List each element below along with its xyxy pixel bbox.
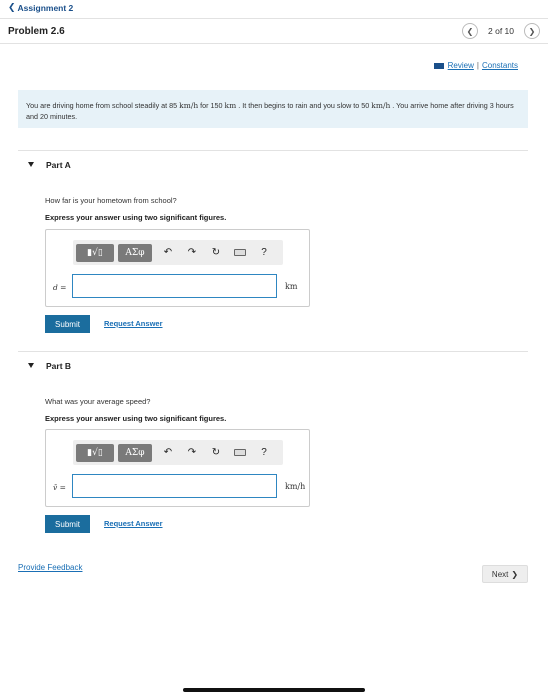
question-text: What was your average speed? xyxy=(45,397,151,406)
keyboard-icon[interactable] xyxy=(232,244,248,262)
resource-links xyxy=(434,61,518,70)
symbols-button[interactable]: ΑΣφ xyxy=(118,244,152,262)
submit-button[interactable]: Submit xyxy=(45,515,90,533)
question-text: How far is your hometown from school? xyxy=(45,196,177,205)
answer-box xyxy=(45,229,310,307)
unit-label: km/h xyxy=(285,482,306,491)
problem-text: You are driving home from school steadily at 85 xyxy=(26,101,180,110)
problem-unit: km xyxy=(224,101,237,110)
pager xyxy=(462,23,540,39)
submit-button[interactable]: Submit xyxy=(45,315,90,333)
chevron-right-icon: ❯ xyxy=(528,26,536,36)
redo-icon[interactable]: ↷ xyxy=(187,247,197,258)
problem-text: for 150 xyxy=(198,101,225,110)
review-link[interactable]: Review xyxy=(447,61,474,70)
undo-icon[interactable]: ↶ xyxy=(163,247,173,258)
provide-feedback-link[interactable]: Provide Feedback xyxy=(18,563,83,572)
home-indicator xyxy=(183,688,365,692)
pager-text: 2 of 10 xyxy=(488,26,514,36)
instruction-text: Express your answer using two significant figures. xyxy=(45,414,227,423)
math-toolbar xyxy=(73,240,283,265)
answer-input[interactable] xyxy=(72,474,277,498)
part-label: Part B xyxy=(46,361,72,371)
templates-button[interactable]: ▮√▯ xyxy=(76,244,114,262)
instruction-text: Express your answer using two significant figures. xyxy=(45,213,227,222)
chevron-right-icon: ❯ xyxy=(511,569,519,579)
keyboard-icon[interactable] xyxy=(232,444,248,462)
reset-icon[interactable]: ↻ xyxy=(211,447,221,458)
undo-icon[interactable]: ↶ xyxy=(163,447,173,458)
back-to-assignment-link[interactable] xyxy=(8,2,73,13)
problem-header xyxy=(0,18,548,44)
problem-text: . It then begins to rain and you slow to 50 xyxy=(236,101,372,110)
answer-input[interactable] xyxy=(72,274,277,298)
prev-problem-button[interactable] xyxy=(462,23,478,39)
next-label: Next xyxy=(491,569,509,579)
variable-label: v̄ = xyxy=(53,483,66,492)
problem-statement xyxy=(18,90,528,128)
part-a-toggle[interactable] xyxy=(18,150,528,180)
part-label: Part A xyxy=(46,160,71,170)
problem-unit: km/h xyxy=(371,101,391,110)
caret-down-icon xyxy=(28,363,34,368)
problem-unit: km/h xyxy=(179,101,199,110)
variable-label: d = xyxy=(53,283,67,292)
part-b-toggle[interactable] xyxy=(18,351,528,381)
templates-button[interactable]: ▮√▯ xyxy=(76,444,114,462)
back-label: Assignment 2 xyxy=(17,2,74,13)
reset-icon[interactable]: ↻ xyxy=(211,247,221,258)
chevron-left-icon: ❮ xyxy=(466,26,474,36)
help-icon[interactable]: ? xyxy=(261,247,267,258)
book-icon xyxy=(434,63,444,69)
request-answer-link[interactable]: Request Answer xyxy=(104,519,163,528)
problem-text: . You arrive home after driving 3 hours and 20 minutes. xyxy=(26,101,514,121)
next-problem-button[interactable] xyxy=(524,23,540,39)
constants-link[interactable]: Constants xyxy=(481,61,518,70)
next-button[interactable] xyxy=(482,565,528,583)
symbols-button[interactable]: ΑΣφ xyxy=(118,444,152,462)
caret-down-icon xyxy=(28,162,34,167)
answer-box xyxy=(45,429,310,507)
link-separator: | xyxy=(476,61,479,70)
math-toolbar xyxy=(73,440,283,465)
chevron-left-icon: ❮ xyxy=(8,2,16,12)
request-answer-link[interactable]: Request Answer xyxy=(104,319,163,328)
redo-icon[interactable]: ↷ xyxy=(187,447,197,458)
page-title: Problem 2.6 xyxy=(8,26,65,37)
unit-label: km xyxy=(285,282,298,291)
help-icon[interactable]: ? xyxy=(261,447,267,458)
